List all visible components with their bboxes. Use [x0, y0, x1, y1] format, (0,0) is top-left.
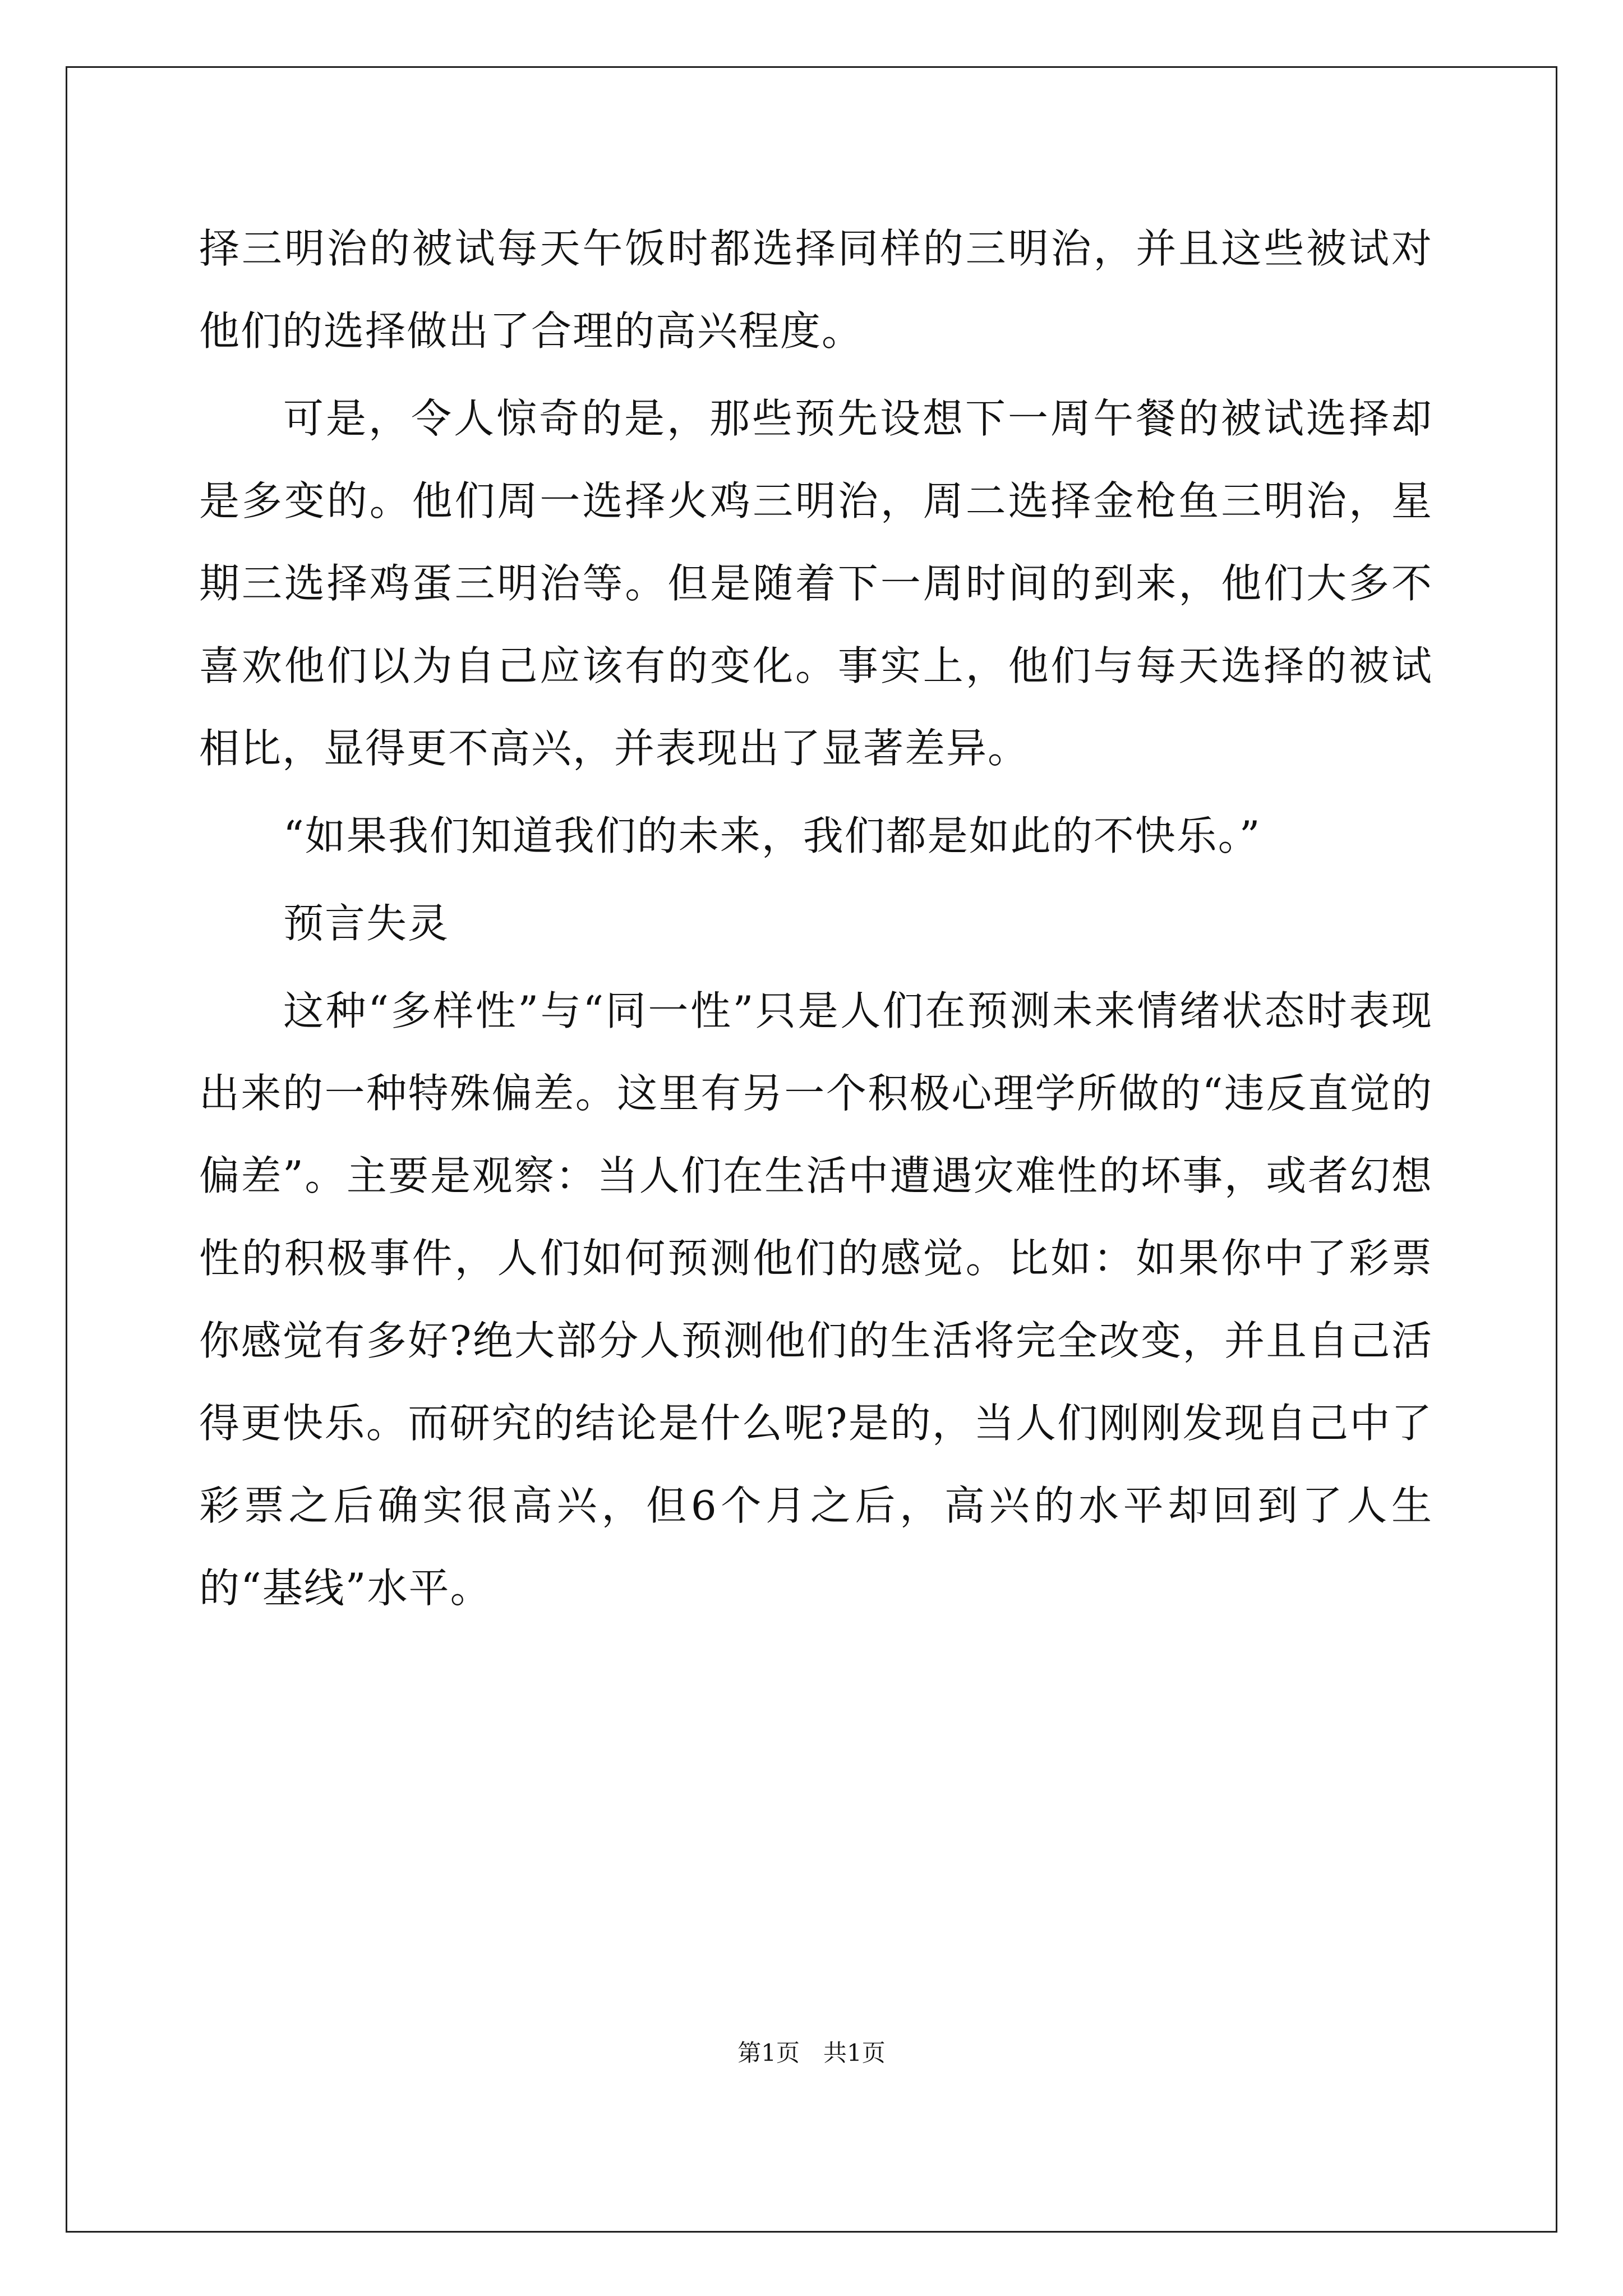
paragraph-prediction-bias: 这种“多样性”与“同一性”只是人们在预测未来情绪状态时表现出来的一种特殊偏差。这里有另一个积极心理学所做的“违反直觉的偏差”。主要是观察：当人们在生活中遭遇灾难性的坏事，或者幻想性的积极事件，人们如何预测他们的感觉。比如：如果你中了彩票你感觉有多好?绝大部分人预测他们的生活将完全改变，并且自己活得更快乐。而研究的结论是什么呢?是的，当人们刚刚发现自己中了彩票之后确实很高兴，但6个月之后，高兴的水平却回到了人生的“基线”水平。 [199, 987, 1433, 1612]
document-body [199, 208, 1433, 1630]
page-footer: 第1页 共1页 [737, 2039, 886, 2067]
paragraph-continuation: 择三明治的被试每天午饭时都选择同样的三明治，并且这些被试对他们的选择做出了合理的高兴程度。 [199, 225, 1433, 355]
section-heading: 预言失灵 [283, 900, 450, 947]
paragraph-quote: “如果我们知道我们的未来，我们都是如此的不快乐。” [283, 812, 1261, 859]
paragraph-surprise-findings: 可是，令人惊奇的是，那些预先设想下一周午餐的被试选择却是多变的。他们周一选择火鸡三明治，周二选择金枪鱼三明治，星期三选择鸡蛋三明治等。但是随着下一周时间的到来，他们大多不喜欢他们以为自己应该有的变化。事实上，他们与每天选择的被试相比，显得更不高兴，并表现出了显著差异。 [199, 395, 1433, 772]
